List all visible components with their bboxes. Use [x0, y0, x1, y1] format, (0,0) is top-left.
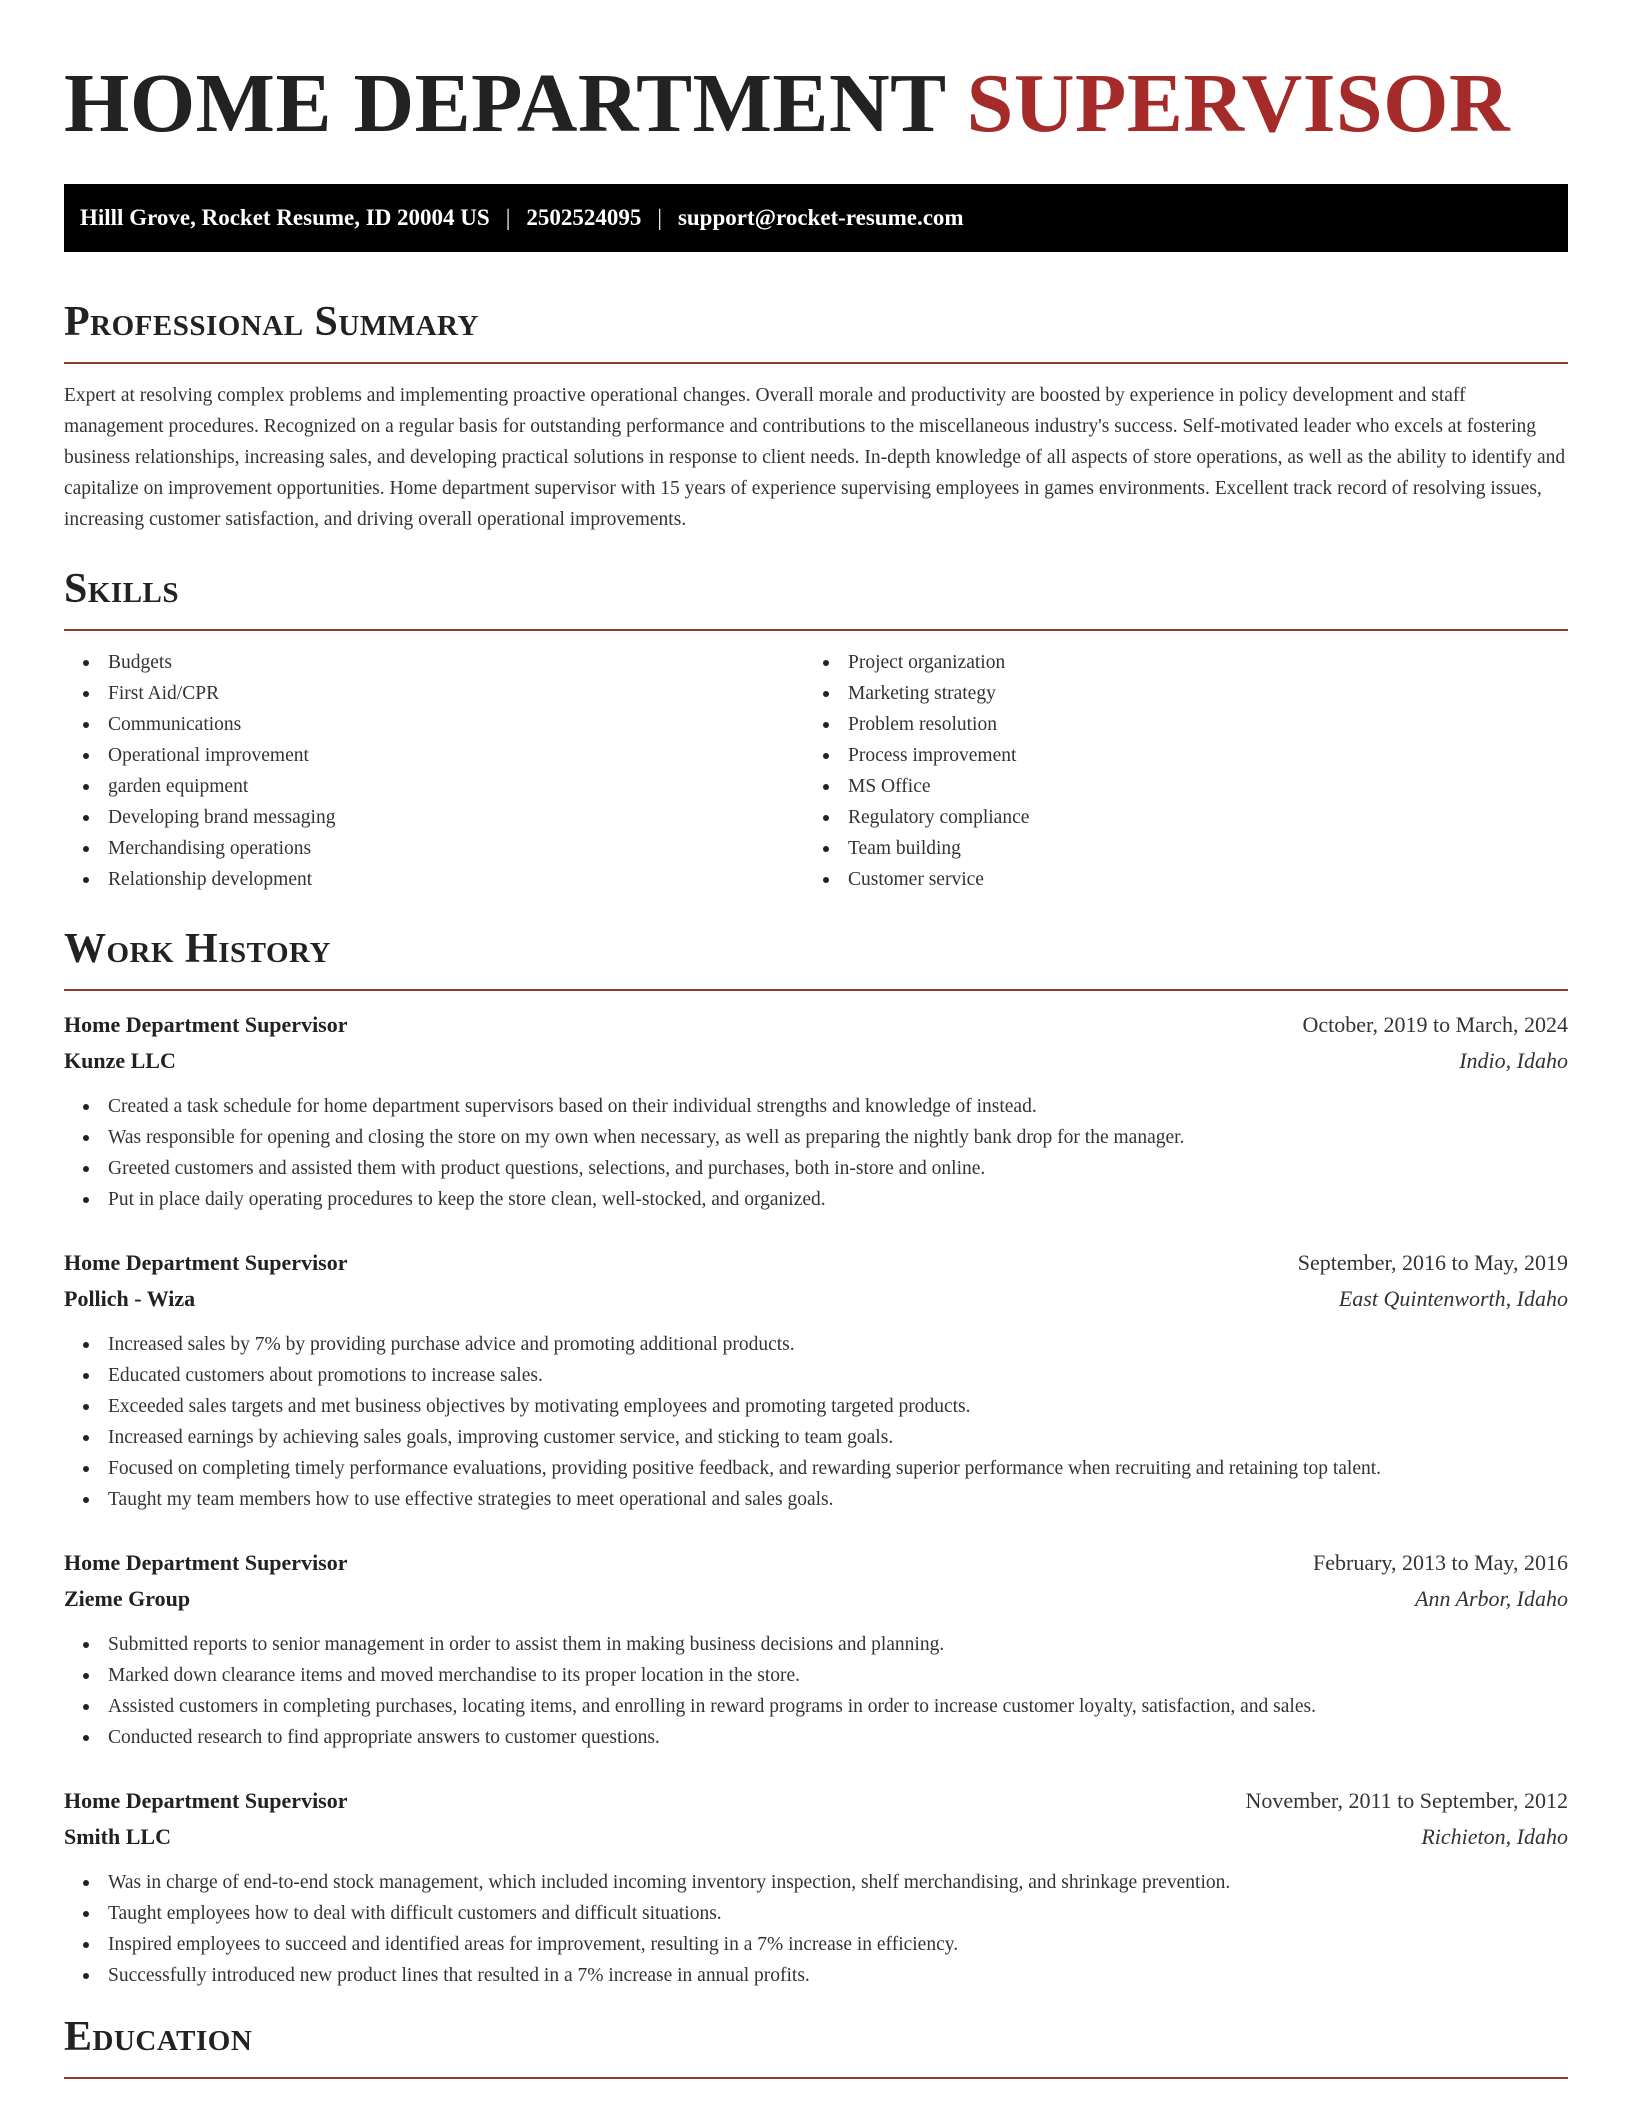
job-header-row: [64, 1007, 1568, 1043]
skill-item: Communications: [64, 709, 804, 740]
job-header-row: [64, 1545, 1568, 1581]
job-bullet: Conducted research to find appropriate answers to customer questions.: [64, 1722, 1568, 1753]
job-bullet: Assisted customers in completing purchases, locating items, and enrolling in reward programs in order to increase customer loyalty, satisfaction, and sales.: [64, 1691, 1568, 1722]
job-entry: [64, 1783, 1568, 1991]
skill-item: Process improvement: [804, 740, 1544, 771]
job-header-row: [64, 1245, 1568, 1281]
job-title: Home Department Supervisor: [64, 1250, 348, 1275]
skill-item: garden equipment: [64, 771, 804, 802]
job-entry: [64, 1245, 1568, 1515]
job-bullet: Increased sales by 7% by providing purchase advice and promoting additional products.: [64, 1329, 1568, 1360]
job-bullet: Marked down clearance items and moved merchandise to its proper location in the store.: [64, 1660, 1568, 1691]
skill-item: Developing brand messaging: [64, 802, 804, 833]
contact-separator: |: [657, 205, 662, 230]
section-divider: [64, 362, 1568, 364]
job-location: East Quintenworth, Idaho: [1338, 1286, 1568, 1311]
skill-item: Project organization: [804, 647, 1544, 678]
contact-separator: |: [505, 205, 511, 230]
contact-phone: 2502524095: [526, 205, 642, 230]
job-bullet: Put in place daily operating procedures to keep the store clean, well-stocked, and organized.: [64, 1184, 1568, 1215]
job-company: Kunze LLC: [64, 1048, 176, 1073]
skill-item: Problem resolution: [804, 709, 1544, 740]
contact-address: Hilll Grove, Rocket Resume, ID 20004 US: [80, 205, 490, 230]
job-company: Pollich - Wiza: [64, 1286, 196, 1311]
job-company: Zieme Group: [64, 1586, 191, 1611]
job-location: Ann Arbor, Idaho: [1415, 1586, 1568, 1611]
job-entry: [64, 1007, 1568, 1215]
job-bullet: Increased earnings by achieving sales goals, improving customer service, and sticking to team goals.: [64, 1422, 1568, 1453]
summary-text: Expert at resolving complex problems and implementing proactive operational changes. Overall morale and productivity are boosted by experience in policy development and staff management procedures. Recognized on a regular basis for outstanding performance and contributions to the miscellaneous industry's success. Self-motivated leader who excels at fostering business relationships, increasing sales, and developing practical solutions in response to client needs. In-depth knowledge of all aspects of store operations, as well as the ability to identify and capitalize on improvement opportunities. Home department supervisor with 15 years of experience supervising employees in games environments. Excellent track record of resolving issues, increasing customer satisfaction, and driving overall operational improvements.: [64, 385, 1566, 530]
section-heading-summary: Professional Summary: [64, 299, 479, 345]
job-entry: [64, 1545, 1568, 1753]
skills-section: [64, 565, 1568, 895]
section-heading-work-history: Work History: [64, 926, 331, 972]
job-title: Home Department Supervisor: [64, 1550, 348, 1575]
job-company-row: [64, 1819, 1568, 1855]
skill-item: Budgets: [64, 647, 804, 678]
skill-item: Relationship development: [64, 864, 804, 895]
section-heading-skills: Skills: [64, 566, 180, 612]
job-dates: February, 2013 to May, 2016: [1313, 1550, 1568, 1575]
job-bullets: [64, 1867, 1568, 1991]
job-bullet: Was in charge of end-to-end stock management, which included incoming inventory inspection, shelf merchandising, and shrinkage prevention.: [64, 1867, 1568, 1898]
page-title: [64, 0, 1568, 152]
job-bullet: Was responsible for opening and closing the store on my own when necessary, as well as preparing the nightly bank drop for the manager.: [64, 1122, 1568, 1153]
job-dates: October, 2019 to March, 2024: [1302, 1012, 1568, 1037]
job-bullet: Taught employees how to deal with difficult customers and difficult situations.: [64, 1898, 1568, 1929]
job-bullet: Taught my team members how to use effective strategies to meet operational and sales goals.: [64, 1484, 1568, 1515]
work-history-section: [64, 925, 1568, 1991]
skill-item: MS Office: [804, 771, 1544, 802]
job-company-row: [64, 1043, 1568, 1079]
education-section: [64, 2013, 1568, 2079]
job-company: Smith LLC: [64, 1824, 171, 1849]
job-bullet: Successfully introduced new product lines that resulted in a 7% increase in annual profits.: [64, 1960, 1568, 1991]
job-location: Indio, Idaho: [1459, 1048, 1568, 1073]
job-bullets: [64, 1629, 1568, 1753]
job-bullet: Educated customers about promotions to increase sales.: [64, 1360, 1568, 1391]
section-divider: [64, 989, 1568, 991]
job-company-row: [64, 1281, 1568, 1317]
skill-item: Marketing strategy: [804, 678, 1544, 709]
job-bullet: Exceeded sales targets and met business objectives by motivating employees and promoting targeted products.: [64, 1391, 1568, 1422]
job-bullets: [64, 1329, 1568, 1515]
section-divider: [64, 2077, 1568, 2079]
title-accent: SUPERVISOR: [966, 57, 1511, 150]
job-dates: September, 2016 to May, 2019: [1297, 1250, 1568, 1275]
skill-item: Team building: [804, 833, 1544, 864]
job-bullets: [64, 1091, 1568, 1215]
skill-item: Operational improvement: [64, 740, 804, 771]
skills-list-left: [64, 647, 804, 895]
skill-item: Customer service: [804, 864, 1544, 895]
skill-item: Regulatory compliance: [804, 802, 1544, 833]
contact-email: support@rocket-resume.com: [677, 205, 964, 230]
skills-list-right: [804, 647, 1544, 895]
section-heading-education: Education: [64, 2014, 253, 2060]
job-bullet: Greeted customers and assisted them with product questions, selections, and purchases, both in-store and online.: [64, 1153, 1568, 1184]
job-company-row: [64, 1581, 1568, 1617]
skill-item: Merchandising operations: [64, 833, 804, 864]
skill-item: First Aid/CPR: [64, 678, 804, 709]
job-title: Home Department Supervisor: [64, 1788, 348, 1813]
summary-section: [64, 298, 1568, 535]
job-bullet: Submitted reports to senior management in order to assist them in making business decisions and planning.: [64, 1629, 1568, 1660]
section-divider: [64, 629, 1568, 631]
title-main: HOME DEPARTMENT: [64, 57, 946, 150]
skills-columns: [64, 647, 1568, 895]
job-dates: November, 2011 to September, 2012: [1245, 1788, 1568, 1813]
job-header-row: [64, 1783, 1568, 1819]
contact-bar: [64, 184, 1568, 252]
job-bullet: Inspired employees to succeed and identified areas for improvement, resulting in a 7% increase in efficiency.: [64, 1929, 1568, 1960]
job-bullet: Focused on completing timely performance evaluations, providing positive feedback, and rewarding superior performance when recruiting and retaining top talent.: [64, 1453, 1568, 1484]
job-title: Home Department Supervisor: [64, 1012, 348, 1037]
job-location: Richieton, Idaho: [1421, 1824, 1568, 1849]
job-bullet: Created a task schedule for home department supervisors based on their individual strengths and knowledge of instead.: [64, 1091, 1568, 1122]
